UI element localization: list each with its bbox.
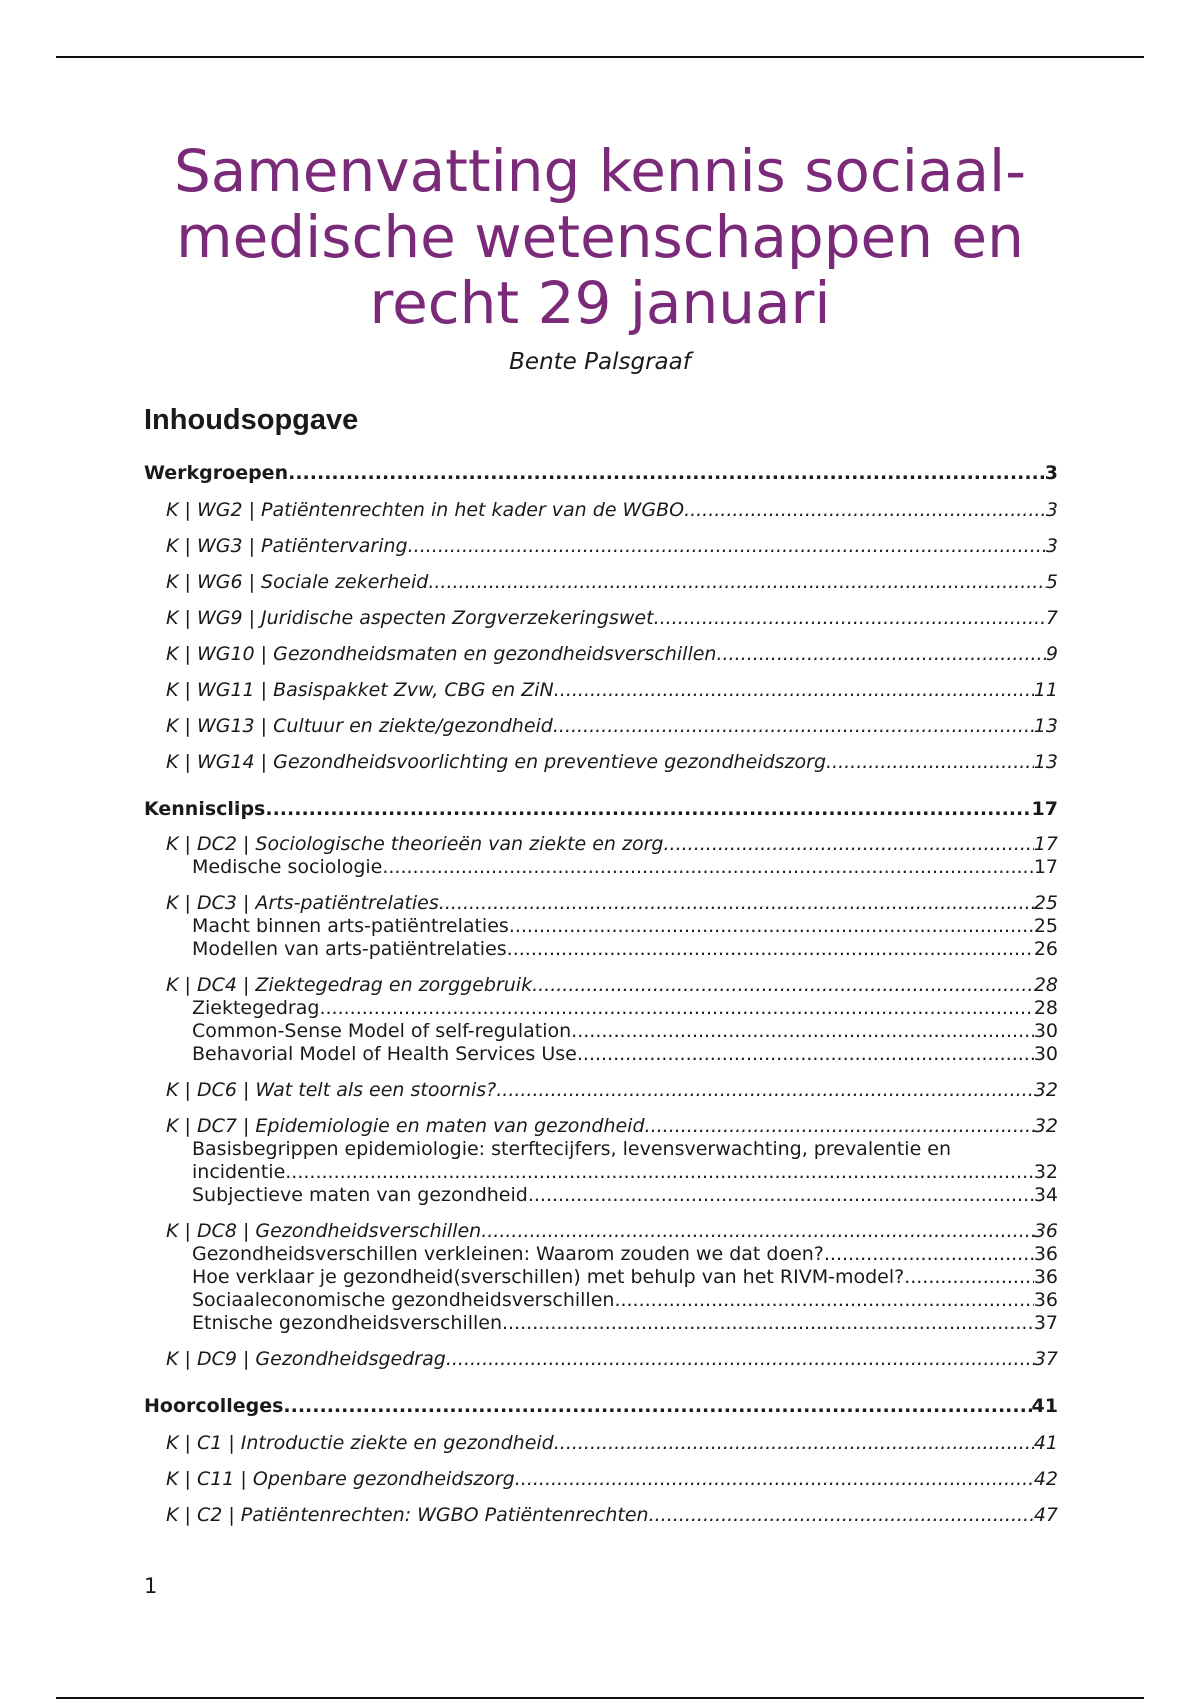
toc-entry-title: Macht binnen arts-patiëntrelaties — [192, 915, 509, 937]
toc-entry-hoorcolleges[interactable] — [144, 1393, 1058, 1419]
toc-entry-dc8[interactable] — [144, 1219, 1058, 1243]
toc-entry-c11[interactable] — [144, 1467, 1058, 1491]
dot-leader — [824, 1243, 1034, 1266]
toc-entry-page: 9 — [1045, 643, 1058, 665]
toc-entry-title: K | WG10 | Gezondheidsmaten en gezondheidsverschillen — [166, 643, 717, 665]
toc-entry-title: K | DC9 | Gezondheidsgedrag — [166, 1348, 446, 1370]
toc-entry-page: 3 — [1045, 535, 1058, 557]
toc-entry-dc4-ziektegedrag[interactable] — [144, 997, 1058, 1020]
toc-entry-page: 28 — [1033, 997, 1058, 1019]
toc-entry-page: 26 — [1033, 938, 1058, 960]
dot-leader — [684, 498, 1046, 522]
toc-entry-dc8-verkleinen[interactable] — [144, 1243, 1058, 1266]
toc-entry-page: 13 — [1033, 715, 1058, 737]
table-of-contents — [144, 460, 1058, 1527]
toc-entry-title: K | C1 | Introductie ziekte en gezondheid — [166, 1432, 554, 1454]
toc-entry-wg11[interactable] — [144, 678, 1058, 702]
toc-entry-page: 3 — [1044, 462, 1058, 484]
toc-entry-dc7[interactable] — [144, 1114, 1058, 1138]
document-title: Samenvatting kennis sociaal-medische wetenschappen en recht 29 januari — [173, 137, 1027, 337]
toc-entry-page: 30 — [1033, 1020, 1058, 1042]
dot-leader — [283, 1393, 1031, 1419]
dot-leader — [826, 750, 1034, 774]
toc-entry-dc9[interactable] — [144, 1347, 1058, 1371]
toc-entry-title: Hoorcolleges — [144, 1395, 284, 1417]
toc-entry-dc7-basisbegrippen[interactable] — [144, 1161, 1058, 1184]
toc-entry-title: K | WG13 | Cultuur en ziekte/gezondheid — [166, 715, 553, 737]
toc-entry-wg10[interactable] — [144, 642, 1058, 666]
dot-leader — [553, 714, 1034, 738]
toc-entry-dc8-rivm-model[interactable] — [144, 1266, 1058, 1289]
toc-entry-wg13[interactable] — [144, 714, 1058, 738]
toc-entry-title: Hoe verklaar je gezondheid(sverschillen) met behulp van het RIVM-model? — [192, 1266, 905, 1288]
toc-entry-title: Gezondheidsverschillen verkleinen: Waarom zouden we dat doen? — [192, 1243, 824, 1265]
toc-entry-c1[interactable] — [144, 1431, 1058, 1455]
bottom-rule — [56, 1697, 1144, 1699]
toc-entry-page: 42 — [1033, 1468, 1058, 1490]
dot-leader — [554, 1431, 1034, 1455]
dot-leader — [408, 534, 1046, 558]
dot-leader — [382, 856, 1033, 879]
dot-leader — [654, 606, 1046, 630]
toc-entry-dc4-common-sense-model[interactable] — [144, 1020, 1058, 1043]
dot-leader — [904, 1266, 1034, 1289]
toc-entry-title: K | DC6 | Wat telt als een stoornis? — [166, 1079, 497, 1101]
toc-entry-title: Common-Sense Model of self-regulation — [192, 1020, 572, 1042]
toc-entry-page: 28 — [1033, 974, 1058, 996]
dot-leader — [532, 973, 1034, 997]
toc-entry-dc4-behavorial-model[interactable] — [144, 1043, 1058, 1066]
dot-leader — [649, 1503, 1034, 1527]
toc-entry-werkgroepen[interactable] — [144, 460, 1058, 486]
toc-entry-title: K | C2 | Patiëntenrechten: WGBO Patiëntenrechten — [166, 1504, 649, 1526]
dot-leader — [502, 1312, 1034, 1335]
toc-entry-page: 34 — [1033, 1184, 1058, 1206]
toc-entry-page: 17 — [1033, 833, 1058, 855]
toc-entry-page: 36 — [1033, 1243, 1058, 1265]
toc-entry-page: 25 — [1033, 892, 1058, 914]
toc-entry-title: Etnische gezondheidsverschillen — [192, 1312, 503, 1334]
dot-leader — [446, 1347, 1034, 1371]
dot-leader — [645, 1114, 1034, 1138]
toc-entry-title: K | WG6 | Sociale zekerheid — [166, 571, 429, 593]
toc-entry-kennisclips[interactable] — [144, 796, 1058, 822]
toc-entry-page: 11 — [1033, 679, 1058, 701]
toc-entry-title: K | DC8 | Gezondheidsverschillen — [166, 1220, 482, 1242]
toc-entry-page: 37 — [1033, 1348, 1058, 1370]
toc-entry-dc3[interactable] — [144, 891, 1058, 915]
toc-entry-title: K | WG3 | Patiëntervaring — [166, 535, 408, 557]
toc-entry-dc2-medische-sociologie[interactable] — [144, 856, 1058, 879]
toc-entry-dc7-basisbegrippen-line1[interactable]: Basisbegrippen epidemiologie: sterftecijfers, levensverwachting, prevalentie en — [192, 1138, 952, 1160]
page-number: 1 — [144, 1574, 158, 1598]
toc-entry-page: 17 — [1031, 798, 1058, 820]
dot-leader — [507, 938, 1034, 961]
toc-entry-title: K | DC2 | Sociologische theorieën van ziekte en zorg — [166, 833, 664, 855]
toc-entry-title: K | WG9 | Juridische aspecten Zorgverzekeringswet — [166, 607, 654, 629]
toc-entry-wg3[interactable] — [144, 534, 1058, 558]
dot-leader — [288, 460, 1045, 486]
toc-entry-title: K | DC7 | Epidemiologie en maten van gezondheid — [166, 1115, 645, 1137]
toc-entry-title: Behavorial Model of Health Services Use — [192, 1043, 577, 1065]
dot-leader — [515, 1467, 1034, 1491]
toc-entry-title: Sociaaleconomische gezondheidsverschillen — [192, 1289, 615, 1311]
dot-leader — [439, 891, 1034, 915]
toc-entry-page: 30 — [1033, 1043, 1058, 1065]
toc-entry-title: Medische sociologie — [192, 856, 383, 878]
dot-leader — [577, 1043, 1034, 1066]
toc-entry-page: 5 — [1045, 571, 1058, 593]
toc-entry-wg14[interactable] — [144, 750, 1058, 774]
dot-leader — [664, 832, 1034, 856]
toc-entry-title: K | DC4 | Ziektegedrag en zorggebruik — [166, 974, 533, 996]
document-author: Bente Palsgraaf — [509, 349, 691, 375]
toc-entry-wg2[interactable] — [144, 498, 1058, 522]
dot-leader — [716, 642, 1045, 666]
toc-entry-title: Subjectieve maten van gezondheid — [192, 1184, 528, 1206]
dot-leader — [571, 1020, 1034, 1043]
toc-entry-dc3-macht[interactable] — [144, 915, 1058, 938]
toc-entry-page: 36 — [1033, 1266, 1058, 1288]
toc-entry-c2[interactable] — [144, 1503, 1058, 1527]
toc-entry-wg6[interactable] — [144, 570, 1058, 594]
toc-entry-title: K | DC3 | Arts-patiëntrelaties — [166, 892, 439, 914]
toc-entry-title: Kennisclips — [144, 798, 266, 820]
toc-entry-wg9[interactable] — [144, 606, 1058, 630]
toc-entry-dc6[interactable] — [144, 1078, 1058, 1102]
toc-entry-title: K | C11 | Openbare gezondheidszorg — [166, 1468, 515, 1490]
toc-entry-title: incidentie — [192, 1161, 286, 1183]
toc-entry-dc4[interactable] — [144, 973, 1058, 997]
toc-entry-dc7-subjectieve-maten[interactable] — [144, 1184, 1058, 1207]
toc-entry-page: 32 — [1033, 1115, 1058, 1137]
dot-leader — [614, 1289, 1033, 1312]
toc-entry-title: K | WG14 | Gezondheidsvoorlichting en preventieve gezondheidszorg — [166, 751, 826, 773]
dot-leader — [265, 796, 1031, 822]
toc-entry-title: K | WG11 | Basispakket Zvw, CBG en ZiN — [166, 679, 554, 701]
dot-leader — [285, 1161, 1034, 1184]
toc-entry-page: 3 — [1045, 499, 1058, 521]
toc-entry-page: 36 — [1033, 1220, 1058, 1242]
dot-leader — [428, 570, 1046, 594]
toc-entry-page: 7 — [1045, 607, 1058, 629]
toc-entry-page: 32 — [1033, 1161, 1058, 1183]
toc-entry-title: Ziektegedrag — [192, 997, 320, 1019]
toc-entry-page: 41 — [1033, 1432, 1058, 1454]
toc-entry-dc8-sociaaleconomisch[interactable] — [144, 1289, 1058, 1312]
toc-entry-page: 25 — [1033, 915, 1058, 937]
toc-heading: Inhoudsopgave — [144, 404, 359, 436]
toc-entry-page: 41 — [1031, 1395, 1058, 1417]
toc-entry-page: 13 — [1033, 751, 1058, 773]
toc-entry-title: Werkgroepen — [144, 462, 289, 484]
top-rule — [56, 56, 1144, 58]
toc-entry-page: 47 — [1033, 1504, 1058, 1526]
toc-entry-dc2[interactable] — [144, 832, 1058, 856]
toc-entry-title: Modellen van arts-patiëntrelaties — [192, 938, 507, 960]
dot-leader — [496, 1078, 1034, 1102]
toc-entry-page: 37 — [1033, 1312, 1058, 1334]
dot-leader — [528, 1184, 1034, 1207]
toc-entry-page: 17 — [1033, 856, 1058, 878]
dot-leader — [481, 1219, 1034, 1243]
toc-entry-dc8-etnisch[interactable] — [144, 1312, 1058, 1335]
toc-entry-page: 32 — [1033, 1079, 1058, 1101]
toc-entry-dc3-modellen[interactable] — [144, 938, 1058, 961]
dot-leader — [509, 915, 1034, 938]
dot-leader — [554, 678, 1034, 702]
toc-entry-title: K | WG2 | Patiëntenrechten in het kader van de WGBO — [166, 499, 685, 521]
toc-entry-page: 36 — [1033, 1289, 1058, 1311]
dot-leader — [319, 997, 1033, 1020]
